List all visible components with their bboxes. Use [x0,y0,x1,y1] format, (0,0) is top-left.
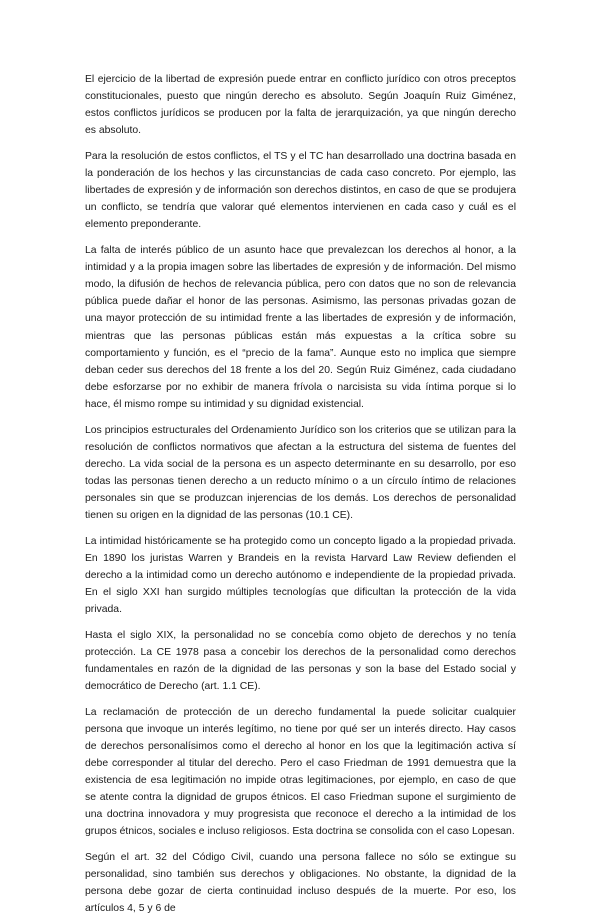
paragraph-5: La intimidad históricamente se ha protegido como un concepto ligado a la propiedad privada. En 1890 los juristas Warren y Brandeis en la revista Harvard Law Review defienden el derecho a la intimidad como un derecho autónomo e independiente de la propiedad privada. En el siglo XXI han surgido múltiples tecnologías que dificultan la protección de la vida privada. [85,535,516,616]
paragraph-8: Según el art. 32 del Código Civil, cuando una persona fallece no sólo se extingue su personalidad, sino también sus derechos y obligaciones. No obstante, la dignidad de la persona debe gozar de cierta continuidad incluso después de la muerte. Por eso, los artículos 4, 5 y 6 de [85,852,516,915]
paragraph-3: La falta de interés público de un asunto hace que prevalezcan los derechos al honor, a la intimidad y a la propia imagen sobre las libertades de expresión y de información. Del mismo modo, la difusión de hechos de relevancia pública, pero con datos que no son de relevancia pública puede dañar el honor de las personas. Asimismo, las personas privadas gozan de una mayor protección de su intimidad frente a las libertades de expresión y de información, mientras que las personas públicas están más expuestas a la crítica sobre su comportamiento y función, es el “precio de la fama”. Aunque esto no implica que siempre deban ceder sus derechos del 18 frente a los del 20. Según Ruiz Giménez, cada ciudadano debe esforzarse por no exhibir de manera frívola o narcisista su vida íntima porque si lo hace, él mismo rompe su intimidad y su dignidad existencial. [85,245,516,410]
paragraph-6: Hasta el siglo XIX, la personalidad no se concebía como objeto de derechos y no tenía protección. La CE 1978 pasa a concebir los derechos de la personalidad como derechos fundamentales en razón de la dignidad de las personas y son la base del Estado social y democrático de Derecho (art. 1.1 CE). [85,629,516,693]
paragraph-4: Los principios estructurales del Ordenamiento Jurídico son los criterios que se utilizan para la resolución de conflictos normativos que afectan a la estructura del sistema de fuentes del derecho. La vida social de la persona es un aspecto determinante en su desarrollo, por eso todas las personas tienen derecho a un reducto mínimo o a un círculo íntimo de relaciones personales sin que se produzcan injerencias de los demás. Los derechos de personalidad tienen su origen en la dignidad de las personas (10.1 CE). [85,424,516,522]
paragraph-1: El ejercicio de la libertad de expresión puede entrar en conflicto jurídico con otros preceptos constitucionales, puesto que ningún derecho es absoluto. Según Joaquín Ruiz Giménez, estos conflictos jurídicos se producen por la falta de jerarquización, ya que ningún derecho es absoluto. [85,74,516,137]
paragraph-2: Para la resolución de estos conflictos, el TS y el TC han desarrollado una doctrina basada en la ponderación de los hechos y las circunstancias de cada caso concreto. Por ejemplo, las libertades de expresión y de información son derechos distintos, en caso de que se produjera un conflicto, se tendría que valorar qué elementos intervienen en cada caso y cuál es el elemento preponderante. [85,150,516,231]
paragraph-7: La reclamación de protección de un derecho fundamental la puede solicitar cualquier persona que invoque un interés legítimo, no tiene por qué ser un interés directo. Hay casos de derechos personalísimos como el derecho al honor en los que la legitimación activa sí debe corresponder al titular del derecho. Pero el caso Friedman de 1991 demuestra que la existencia de esa legitimación no impide otras legitimaciones, por ejemplo, en caso de que se atente contra la dignidad de grupos étnicos. El caso Friedman supone el surgimiento de una doctrina innovadora y muy progresista que reconoce el derecho a la intimidad de los grupos étnicos, sociales e incluso religiosos. Esta doctrina se consolida con el caso Lopesan. [85,706,516,838]
